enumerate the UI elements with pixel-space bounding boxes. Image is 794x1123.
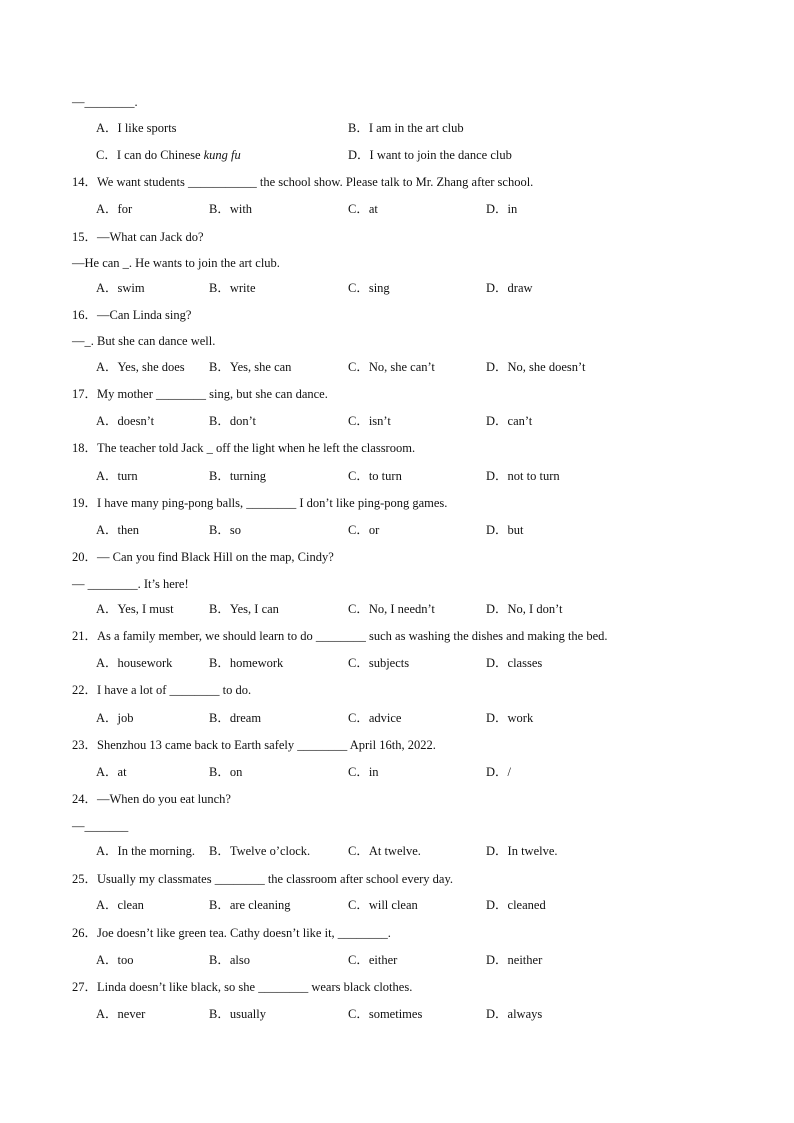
question-response-line: —_______ xyxy=(72,819,129,833)
answer-option[interactable]: D．but xyxy=(486,523,524,537)
answer-option[interactable]: A．for xyxy=(96,202,133,216)
answer-option[interactable]: A．turn xyxy=(96,469,138,483)
answer-option[interactable]: D．No, I don’t xyxy=(486,602,563,616)
question-response-line: — ________. It’s here! xyxy=(72,577,189,591)
answer-option[interactable]: D．/ xyxy=(486,765,512,779)
answer-option[interactable]: D．cleaned xyxy=(486,898,546,912)
question-response-line: —_. But she can dance well. xyxy=(72,334,216,348)
question-prompt: 19．I have many ping-pong balls, ________ I don’t like ping-pong games. xyxy=(72,496,448,510)
answer-option[interactable]: D．can’t xyxy=(486,414,533,428)
answer-option[interactable]: C．either xyxy=(348,953,398,967)
question-prompt: 27．Linda doesn’t like black, so she ________ wears black clothes. xyxy=(72,980,413,994)
answer-option[interactable]: D．draw xyxy=(486,281,533,295)
question-prompt: 21．As a family member, we should learn to do ________ such as washing the dishes and making the bed. xyxy=(72,629,608,643)
question-prompt: 15．—What can Jack do? xyxy=(72,230,204,244)
answer-option[interactable]: C．to turn xyxy=(348,469,402,483)
answer-option[interactable]: A．housework xyxy=(96,656,173,670)
answer-option[interactable]: B．Yes, I can xyxy=(209,602,279,616)
answer-option[interactable]: B．turning xyxy=(209,469,266,483)
question-prompt: 16．—Can Linda sing? xyxy=(72,308,192,322)
answer-option[interactable]: B．dream xyxy=(209,711,262,725)
answer-option[interactable]: C．sing xyxy=(348,281,390,295)
answer-option[interactable]: B．Twelve o’clock. xyxy=(209,844,311,858)
option-c: C．I can do Chinese kung fu xyxy=(96,148,241,162)
option-a: A．I like sports xyxy=(96,121,177,135)
answer-option[interactable]: B．don’t xyxy=(209,414,256,428)
question-prompt: 20．— Can you find Black Hill on the map, Cindy? xyxy=(72,550,334,564)
answer-option[interactable]: A．at xyxy=(96,765,127,779)
answer-option[interactable]: C．isn’t xyxy=(348,414,391,428)
answer-option[interactable]: C．advice xyxy=(348,711,402,725)
answer-option[interactable]: D．neither xyxy=(486,953,543,967)
answer-option[interactable]: B．homework xyxy=(209,656,284,670)
answer-option[interactable]: C．sometimes xyxy=(348,1007,423,1021)
question-response-line: —He can _. He wants to join the art club. xyxy=(72,256,280,270)
question-prompt: 24．—When do you eat lunch? xyxy=(72,792,231,806)
answer-option[interactable]: C．at xyxy=(348,202,378,216)
option-b: B．I am in the art club xyxy=(348,121,464,135)
answer-option[interactable]: C．will clean xyxy=(348,898,418,912)
answer-option[interactable]: A．Yes, she does xyxy=(96,360,185,374)
answer-option[interactable]: B．with xyxy=(209,202,253,216)
answer-option[interactable]: A．clean xyxy=(96,898,144,912)
question-prompt: 18．The teacher told Jack _ off the light when he left the classroom. xyxy=(72,441,416,455)
answer-option[interactable]: C．No, she can’t xyxy=(348,360,435,374)
question-prompt: 14．We want students ___________ the school show. Please talk to Mr. Zhang after school. xyxy=(72,175,534,189)
answer-option[interactable]: B．so xyxy=(209,523,241,537)
question-prompt: 17．My mother ________ sing, but she can dance. xyxy=(72,387,328,401)
answer-option[interactable]: A．Yes, I must xyxy=(96,602,174,616)
answer-option[interactable]: C．No, I needn’t xyxy=(348,602,435,616)
answer-line: —________. xyxy=(72,95,138,109)
answer-option[interactable]: B．write xyxy=(209,281,256,295)
answer-option[interactable]: D．classes xyxy=(486,656,543,670)
question-prompt: 23．Shenzhou 13 came back to Earth safely ________ April 16th, 2022. xyxy=(72,738,436,752)
answer-option[interactable]: D．in xyxy=(486,202,518,216)
answer-option[interactable]: B．also xyxy=(209,953,250,967)
question-prompt: 26．Joe doesn’t like green tea. Cathy doesn’t like it, ________. xyxy=(72,926,391,940)
answer-option[interactable]: B．on xyxy=(209,765,243,779)
answer-option[interactable]: A．then xyxy=(96,523,140,537)
answer-option[interactable]: A．job xyxy=(96,711,134,725)
answer-option[interactable]: D．In twelve. xyxy=(486,844,558,858)
answer-option[interactable]: D．always xyxy=(486,1007,543,1021)
answer-option[interactable]: B．usually xyxy=(209,1007,266,1021)
question-prompt: 22．I have a lot of ________ to do. xyxy=(72,683,252,697)
answer-option[interactable]: D．work xyxy=(486,711,534,725)
answer-option[interactable]: C．At twelve. xyxy=(348,844,421,858)
question-prompt: 25．Usually my classmates ________ the classroom after school every day. xyxy=(72,872,454,886)
option-d: D．I want to join the dance club xyxy=(348,148,512,162)
answer-option[interactable]: B．Yes, she can xyxy=(209,360,292,374)
answer-option[interactable]: A．In the morning. xyxy=(96,844,195,858)
answer-option[interactable]: A．swim xyxy=(96,281,145,295)
answer-option[interactable]: A．too xyxy=(96,953,134,967)
answer-option[interactable]: C．or xyxy=(348,523,380,537)
answer-option[interactable]: B．are cleaning xyxy=(209,898,291,912)
answer-option[interactable]: C．subjects xyxy=(348,656,410,670)
answer-option[interactable]: A．doesn’t xyxy=(96,414,155,428)
answer-option[interactable]: D．No, she doesn’t xyxy=(486,360,586,374)
answer-option[interactable]: C．in xyxy=(348,765,379,779)
answer-option[interactable]: D．not to turn xyxy=(486,469,560,483)
answer-option[interactable]: A．never xyxy=(96,1007,146,1021)
